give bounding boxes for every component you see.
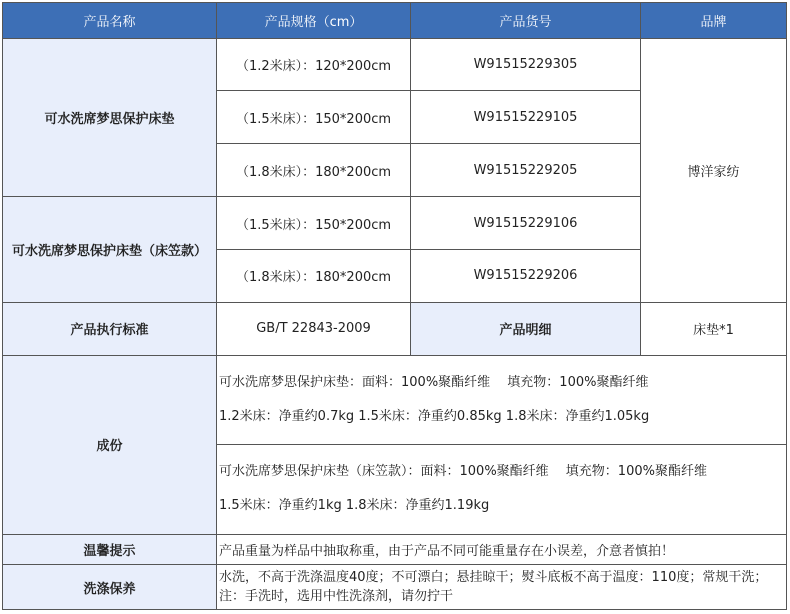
product-detail-value: 床垫*1 xyxy=(641,302,787,355)
tip-label: 温馨提示 xyxy=(3,534,217,565)
product-name-cell: 可水洗席梦思保护床垫（床笠款） xyxy=(3,197,217,303)
header-brand: 品牌 xyxy=(641,3,787,39)
product-info-table-wrapper xyxy=(2,2,786,610)
header-product-name: 产品名称 xyxy=(3,3,217,39)
brand-cell: 博洋家纺 xyxy=(641,38,787,302)
sku-cell: W91515229106 xyxy=(411,197,641,250)
tip-row xyxy=(3,534,787,565)
spec-cell: （1.8米床）：180*200cm xyxy=(217,250,411,303)
sku-cell: W91515229105 xyxy=(411,91,641,144)
care-value: 水洗，不高于洗涤温度40度；不可漂白；悬挂晾干；熨斗底板不高于温度：110度；常规干洗；注：手洗时，选用中性洗涤剂，请勿拧干 xyxy=(217,565,787,610)
table-row xyxy=(3,38,787,91)
spec-cell: （1.5米床）：150*200cm xyxy=(217,197,411,250)
header-row xyxy=(3,3,787,39)
spec-cell: （1.2米床）：120*200cm xyxy=(217,38,411,91)
composition-block-2 xyxy=(217,445,787,534)
standard-row xyxy=(3,302,787,355)
standard-label: 产品执行标准 xyxy=(3,302,217,355)
sku-cell: W91515229205 xyxy=(411,144,641,197)
sku-cell: W91515229206 xyxy=(411,250,641,303)
product-name-cell: 可水洗席梦思保护床垫 xyxy=(3,38,217,197)
composition-line: 1.5米床：净重约1kg 1.8米床：净重约1.19kg xyxy=(219,498,490,514)
composition-row xyxy=(3,355,787,444)
spec-cell: （1.8米床）：180*200cm xyxy=(217,144,411,197)
spec-cell: （1.5米床）：150*200cm xyxy=(217,91,411,144)
product-info-table xyxy=(2,2,787,610)
composition-line: 可水洗席梦思保护床垫（床笠款）：面料：100%聚酯纤维 填充物：100%聚酯纤维 xyxy=(219,464,707,480)
composition-line: 可水洗席梦思保护床垫：面料：100%聚酯纤维 填充物：100%聚酯纤维 xyxy=(219,374,649,390)
standard-value: GB/T 22843-2009 xyxy=(217,302,411,355)
care-label: 洗涤保养 xyxy=(3,565,217,610)
composition-label: 成份 xyxy=(3,355,217,534)
tip-value: 产品重量为样品中抽取称重，由于产品不同可能重量存在小误差，介意者慎拍！ xyxy=(217,534,787,565)
sku-cell: W91515229305 xyxy=(411,38,641,91)
product-detail-label: 产品明细 xyxy=(411,302,641,355)
composition-block-1 xyxy=(217,355,787,444)
composition-line: 1.2米床：净重约0.7kg 1.5米床：净重约0.85kg 1.8米床：净重约1.05kg xyxy=(219,408,650,424)
header-product-spec: 产品规格（cm） xyxy=(217,3,411,39)
care-row xyxy=(3,565,787,610)
header-product-sku: 产品货号 xyxy=(411,3,641,39)
